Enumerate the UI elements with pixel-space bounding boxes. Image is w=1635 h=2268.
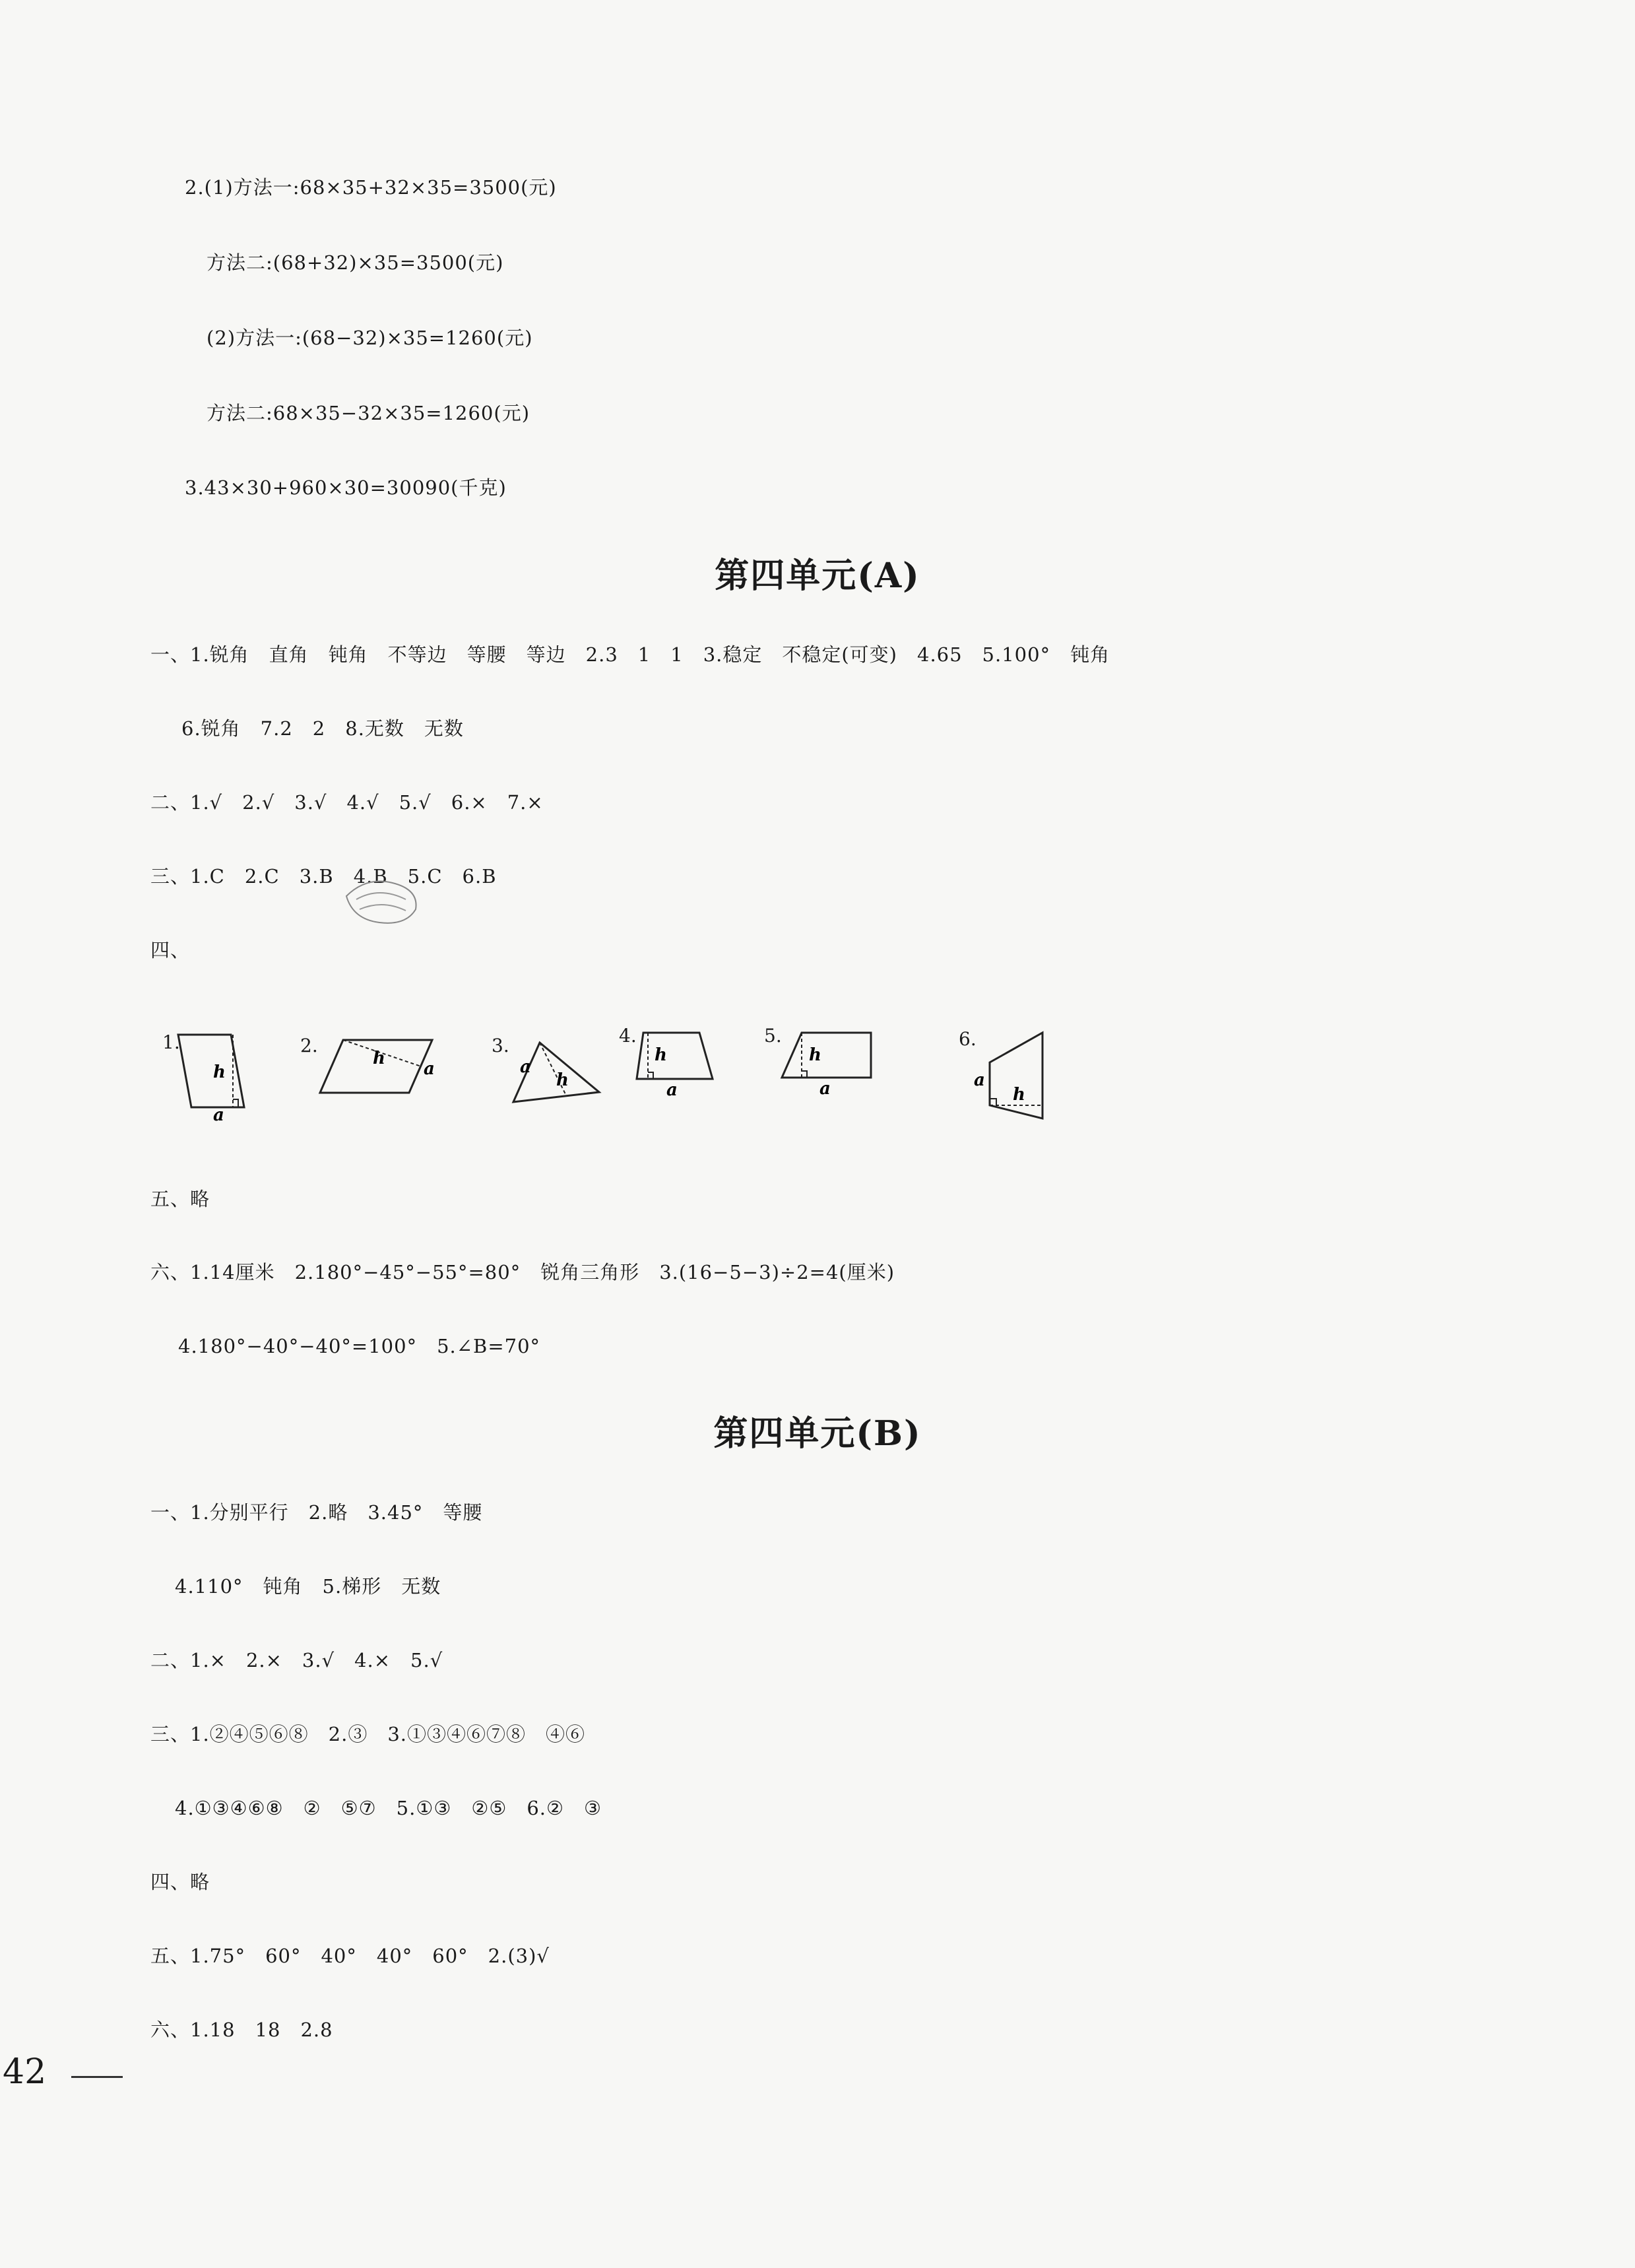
h-label: h [809, 1045, 821, 1065]
figure-number: 3. [492, 1035, 509, 1056]
answer-line: 五、略 [150, 1188, 210, 1210]
answer-line: 二、1.× 2.× 3.√ 4.× 5.√ [150, 1649, 443, 1671]
figure-number: 4. [619, 1025, 637, 1047]
h-label: h [655, 1045, 667, 1065]
answer-line: 4.①③④⑥⑧ ② ⑤⑦ 5.①③ ②⑤ 6.② ③ [175, 1797, 602, 1819]
h-label: h [373, 1049, 385, 1068]
answer-line: 三、1.C 2.C 3.B 4.B 5.C 6.B [150, 865, 497, 888]
answer-line: 三、1.②④⑤⑥⑧ 2.③ 3.①③④⑥⑦⑧ ④⑥ [150, 1723, 586, 1745]
answer-line: 4.180°−40°−40°=100° 5.∠B=70° [178, 1335, 541, 1357]
figure-number: 1. [162, 1031, 180, 1053]
a-label: a [974, 1070, 985, 1090]
unit-a-title: 第四单元(A) [715, 556, 920, 596]
h-label: h [213, 1062, 226, 1082]
answer-line: 2.(1)方法一:68×35+32×35=3500(元) [185, 176, 557, 199]
answer-line: 方法二:(68+32)×35=3500(元) [207, 251, 504, 274]
figure-trapezoid [633, 1026, 719, 1099]
figure-parallelogram-2 [317, 1035, 442, 1107]
answer-line: (2)方法一:(68−32)×35=1260(元) [207, 327, 533, 349]
answer-line: 一、1.锐角 直角 钝角 不等边 等腰 等边 2.3 1 1 3.稳定 不稳定(可变) 4.65 5.100° 钝角 [150, 643, 1110, 666]
a-label: a [213, 1105, 224, 1122]
answer-line: 六、1.14厘米 2.180°−45°−55°=80° 锐角三角形 3.(16−5−3)÷2=4(厘米) [150, 1261, 895, 1283]
a-label: a [424, 1059, 435, 1079]
h-label: h [1013, 1085, 1025, 1105]
figure-triangle [507, 1036, 606, 1109]
figure-number: 6. [959, 1028, 977, 1050]
unit-b-title: 第四单元(B) [713, 1413, 922, 1454]
answer-line: 五、1.75° 60° 40° 40° 60° 2.(3)√ [150, 1945, 550, 1967]
a-label: a [666, 1080, 678, 1099]
answer-line: 四、 [150, 939, 191, 961]
figure-number: 5. [764, 1025, 782, 1047]
page-number-dash [71, 2076, 123, 2078]
answer-line: 4.110° 钝角 5.梯形 无数 [175, 1575, 441, 1598]
h-label: h [556, 1070, 569, 1090]
figure-right-trapezoid [779, 1026, 878, 1099]
a-label: a [520, 1057, 531, 1077]
a-label: a [819, 1079, 831, 1099]
answer-line: 方法二:68×35−32×35=1260(元) [207, 402, 530, 424]
figure-number: 2. [300, 1035, 318, 1056]
answer-line: 六、1.18 18 2.8 [150, 2019, 333, 2041]
answer-line: 四、略 [150, 1871, 210, 1893]
answer-line: 6.锐角 7.2 2 8.无数 无数 [181, 717, 464, 740]
figure-rotated-trapezoid [970, 1026, 1049, 1125]
answer-line: 一、1.分别平行 2.略 3.45° 等腰 [150, 1501, 483, 1524]
answer-line: 二、1.√ 2.√ 3.√ 4.√ 5.√ 6.× 7.× [150, 791, 544, 814]
answer-line: 3.43×30+960×30=30090(千克) [185, 476, 507, 499]
figure-parallelogram-1 [175, 1029, 254, 1122]
page-number: 42 [3, 2052, 47, 2092]
stamp-mark [340, 870, 426, 929]
